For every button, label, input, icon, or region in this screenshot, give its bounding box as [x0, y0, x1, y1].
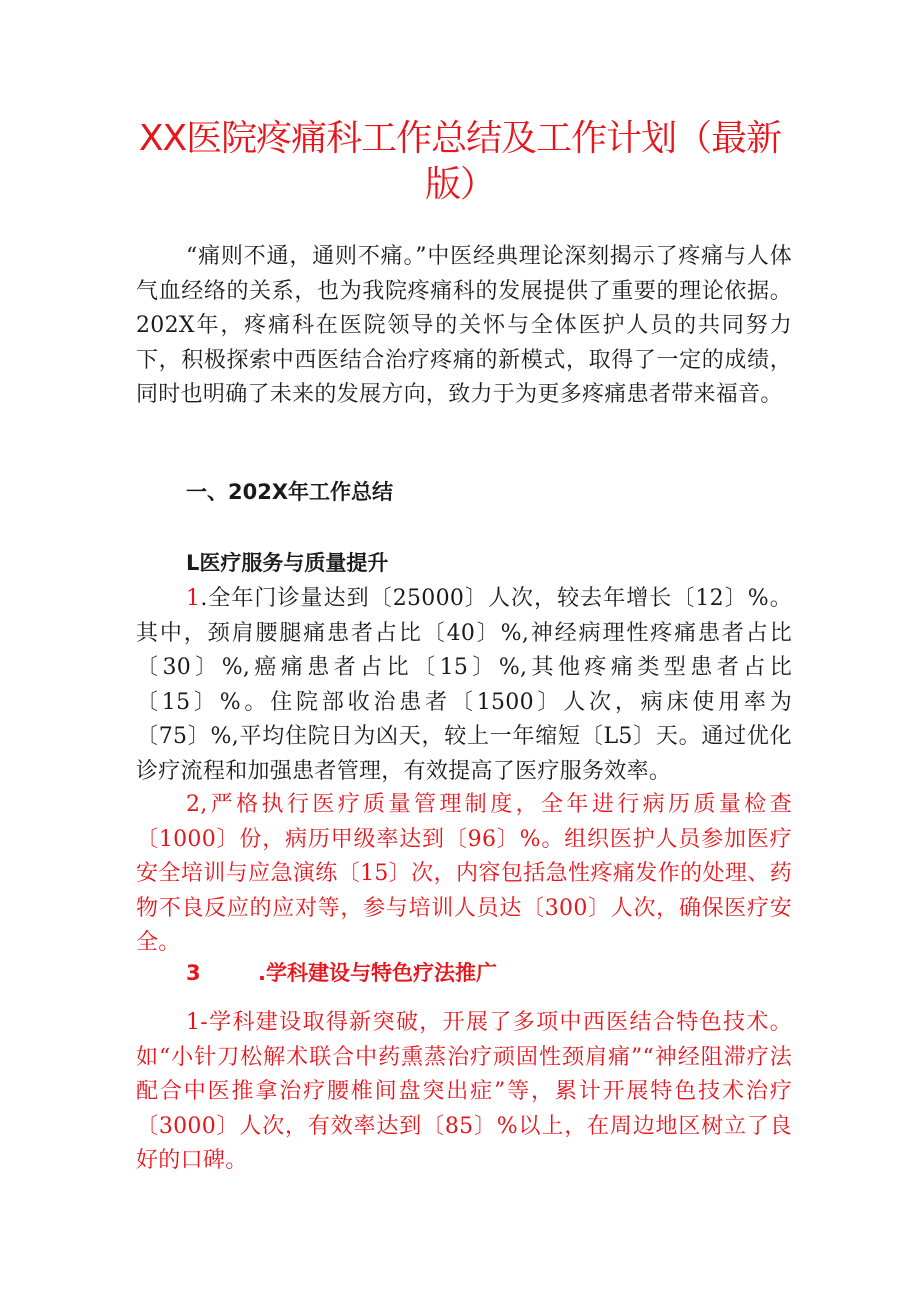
item-3-paragraph: 1-学科建设取得新突破，开展了多项中西医结合特色技术。如“小针刀松解术联合中药熏蒸治疗顽固性颈肩痛”“神经阻滞疗法配合中医推拿治疗腰椎间盘突出症”等，累计开展特色技术治疗〔3000〕人次，有效率达到〔85〕%以上，在周边地区树立了良好的口碑。 [136, 1010, 792, 1173]
item-1-number: 1 [186, 586, 201, 611]
subsection-heading-medical-service: L医疗服务与质量提升 [186, 551, 389, 575]
item-2-paragraph: 2,严格执行医疗质量管理制度，全年进行病历质量检查〔1000〕份，病历甲级率达到〔96〕%。组织医护人员参加医疗安全培训与应急演练〔15〕次，内容包括急性疼痛发作的处理、药物不良反应的应对等，参与培训人员达〔300〕人次，确保医疗安全。 [136, 792, 792, 955]
subsection-3-title: .学科建设与特色疗法推广 [258, 961, 497, 985]
item-1-paragraph [136, 582, 792, 789]
document-title: XX医院疼痛科工作总结及工作计划（最新版） [138, 118, 782, 205]
subsection-heading-discipline [186, 958, 497, 988]
subsection-3-number: 3 [186, 961, 201, 985]
intro-paragraph: “痛则不通，通则不痛。”中医经典理论深刻揭示了疼痛与人体气血经络的关系，也为我院疼痛科的发展提供了重要的理论依据。202X年，疼痛科在医院领导的关怀与全体医护人员的共同努力下，积极探索中西医结合治疗疼痛的新模式，取得了一定的成绩，同时也明确了未来的发展方向，致力于为更多疼痛患者带来福音。 [136, 244, 792, 407]
item-1-text: .全年门诊量达到〔25000〕人次，较去年增长〔12〕%。其中，颈肩腰腿痛患者占比〔40〕%,神经病理性疼痛患者占比〔30〕%,癌痛患者占比〔15〕%,其他疼痛类型患者占比〔15〕%。住院部收治患者〔1500〕人次，病床使用率为〔75〕%,平均住院日为凶天，较上一年缩短〔L5〕天。通过优化诊疗流程和加强患者管理，有效提高了医疗服务效率。 [136, 586, 793, 784]
section-heading: 一、202X年工作总结 [186, 480, 394, 504]
